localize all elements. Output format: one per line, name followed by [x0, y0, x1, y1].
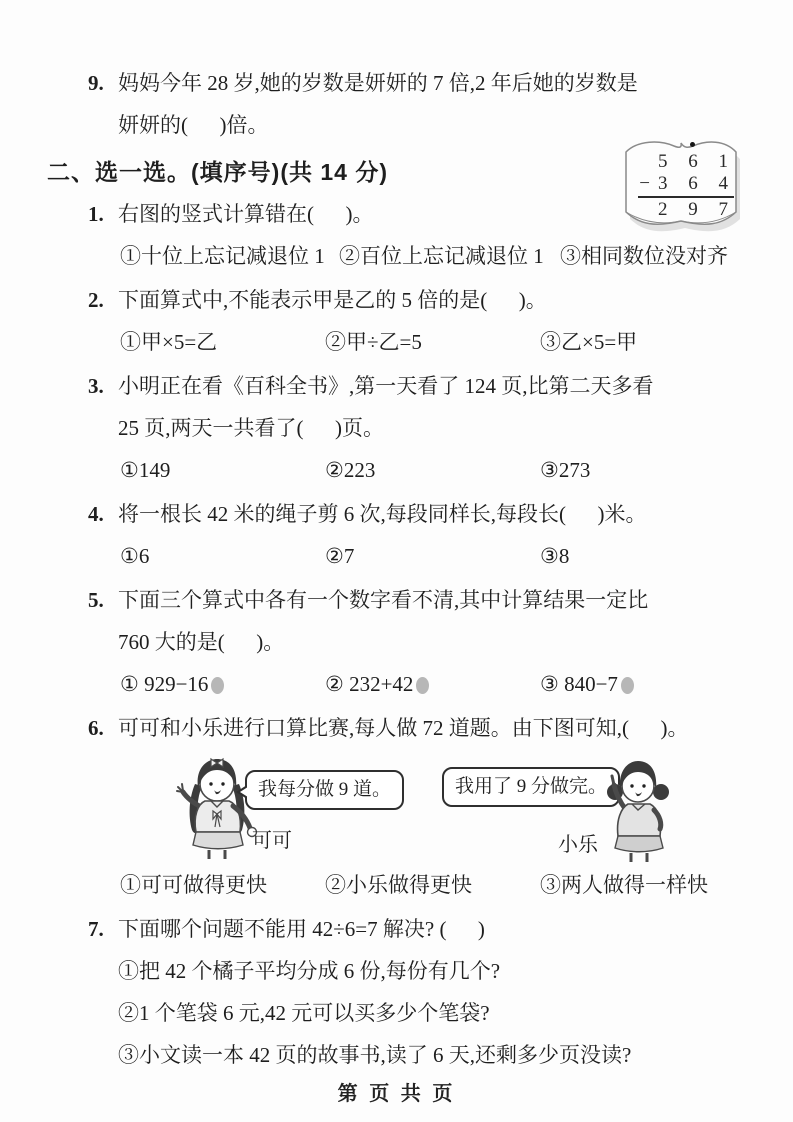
question-text: 妍妍的( )倍。	[118, 113, 269, 137]
option-1: ①甲×5=乙	[120, 330, 218, 354]
question-4-options	[120, 543, 748, 570]
minuend: 5 6 1	[658, 151, 736, 172]
question-number: 9.	[88, 71, 104, 95]
question-number: 4.	[88, 502, 104, 526]
option-2: ②百位上忘记减退位 1	[339, 244, 544, 268]
question-3	[88, 373, 748, 442]
option-1: ①6	[120, 544, 150, 568]
question-text: 下面哪个问题不能用 42÷6=7 解决? ( )	[118, 917, 485, 941]
section-title: 二、选一选。(填序号)(共 14 分)	[47, 159, 388, 185]
question-number: 7.	[88, 917, 104, 941]
question-text: 760 大的是( )。	[118, 630, 285, 654]
question-text: 可可和小乐进行口算比赛,每人做 72 道题。由下图可知,( )。	[118, 716, 689, 740]
option-2: ②1 个笔袋 6 元,42 元可以买多少个笔袋?	[118, 1001, 490, 1025]
question-5-options	[120, 671, 748, 698]
difference: 2 9 7	[658, 199, 736, 220]
question-text: 25 页,两天一共看了( )页。	[118, 416, 384, 440]
question-1-options	[120, 243, 748, 270]
borrow-dot-mark	[690, 142, 695, 147]
question-number: 5.	[88, 588, 104, 612]
option-2: ② 232+42	[325, 671, 540, 698]
speech-bubble-xiaole: 我用了 9 分做完。	[442, 767, 620, 807]
question-5	[88, 587, 748, 656]
subtraction-book-figure	[614, 134, 750, 238]
option-1: ①149	[120, 458, 171, 482]
option-2: ②223	[325, 458, 376, 482]
question-6-figure	[120, 754, 748, 864]
option-3: ③乙×5=甲	[540, 330, 638, 354]
question-text: 下面三个算式中各有一个数字看不清,其中计算结果一定比	[118, 588, 649, 612]
option-1: ①把 42 个橘子平均分成 6 份,每份有几个?	[118, 959, 501, 983]
page-footer: 第 页 共 页	[337, 1083, 456, 1105]
option-1: ① 929−16	[120, 671, 325, 698]
obscured-digit-blob	[621, 677, 634, 694]
question-number: 3.	[88, 374, 104, 398]
question-4	[88, 501, 748, 528]
question-9	[88, 70, 748, 139]
question-7	[88, 916, 748, 1069]
question-text: 小明正在看《百科全书》,第一天看了 124 页,比第二天多看	[118, 374, 654, 398]
question-2	[88, 287, 748, 314]
question-text: 妈妈今年 28 岁,她的岁数是妍妍的 7 倍,2 年后她的岁数是	[118, 71, 638, 95]
option-3: ③两人做得一样快	[540, 873, 708, 897]
option-3: ③ 840−7	[540, 671, 634, 698]
girl-name-xiaole: 小乐	[558, 834, 598, 856]
question-text: 将一根长 42 米的绳子剪 6 次,每段同样长,每段长( )米。	[118, 502, 647, 526]
option-3: ③8	[540, 544, 570, 568]
question-2-options	[120, 329, 748, 356]
option-2: ②甲÷乙=5	[325, 330, 422, 354]
question-number: 2.	[88, 288, 104, 312]
girl-xiaole-illustration	[598, 754, 683, 864]
obscured-digit-blob	[416, 677, 429, 694]
question-6	[88, 715, 748, 742]
vertical-subtraction	[638, 151, 736, 221]
question-number: 1.	[88, 202, 104, 226]
question-3-options	[120, 457, 748, 484]
option-3: ③相同数位没对齐	[560, 244, 728, 268]
option-3: ③273	[540, 458, 591, 482]
option-2: ②小乐做得更快	[325, 873, 472, 897]
speech-bubble-keke: 我每分做 9 道。	[245, 770, 404, 810]
subtrahend: −3 6 4	[639, 173, 736, 194]
girl-name-keke: 可可	[252, 830, 292, 852]
option-1: ①可可做得更快	[120, 873, 267, 897]
equals-line	[638, 196, 734, 198]
question-number: 6.	[88, 716, 104, 740]
question-6-options	[120, 872, 748, 899]
option-1: ①十位上忘记减退位 1	[120, 244, 325, 268]
question-text: 下面算式中,不能表示甲是乙的 5 倍的是( )。	[118, 288, 547, 312]
obscured-digit-blob	[211, 677, 224, 694]
option-2: ②7	[325, 544, 355, 568]
question-text: 右图的竖式计算错在( )。	[118, 202, 374, 226]
option-3: ③小文读一本 42 页的故事书,读了 6 天,还剩多少页没读?	[118, 1043, 632, 1067]
